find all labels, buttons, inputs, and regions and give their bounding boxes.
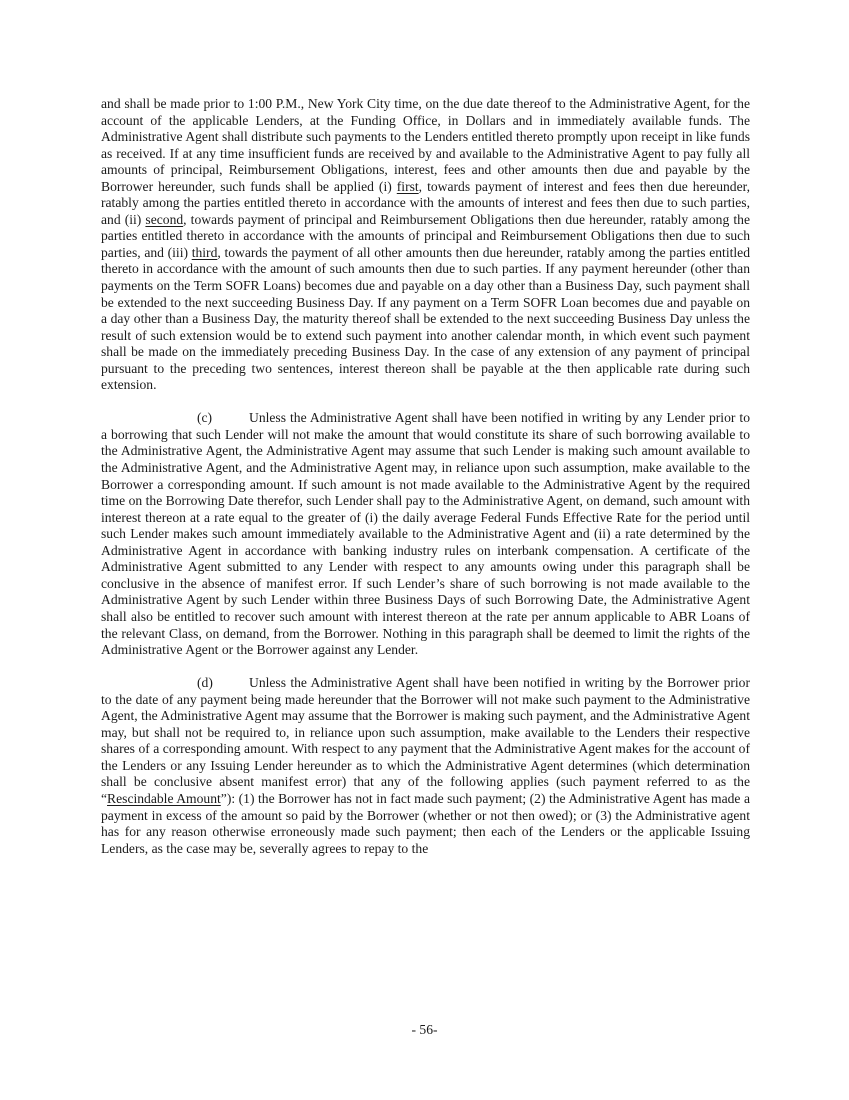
page-number: - 56- bbox=[411, 1022, 438, 1037]
paragraph-b-continuation bbox=[101, 96, 750, 394]
text-run: , towards the payment of all other amounts then due hereunder, ratably among the parties entitled thereto in accordance with the amount of such amounts then due to such parties. If any payment hereunder (other than payments on the Term SOFR Loans) becomes due and payable on a day other than a Business Day, such payment shall be extended to the next succeeding Business Day. If any payment on a Term SOFR Loan becomes due and payable on a day other than a Business Day, the maturity thereof shall be extended to the next succeeding Business Day unless the result of such extension would be to extend such payment into another calendar month, in which event such payment shall be made on the immediately preceding Business Day. In the case of any extension of any payment of principal pursuant to the preceding two sentences, interest thereon shall be payable at the then applicable rate during such extension. bbox=[101, 244, 750, 393]
paragraph-label: (d) bbox=[197, 675, 213, 691]
paragraph-label: (c) bbox=[197, 410, 213, 426]
underlined-term-rescindable-amount: Rescindable Amount bbox=[107, 790, 221, 806]
text-run: , towards payment of interest and fees then due hereunder, ratably among the parties entitled thereto in accordance with the amounts of interest and fees then due to such parties, and (ii) bbox=[101, 178, 750, 227]
text-run: , towards payment of principal and Reimbursement Obligations then due hereunder, ratably among the parties entitled thereto in accordance with the amounts of principal and Reimbursement Obligations then due to such parties, and (iii) bbox=[101, 211, 750, 260]
underlined-term-first: first bbox=[396, 178, 419, 194]
paragraph-d bbox=[101, 675, 750, 857]
text-run: Unless the Administrative Agent shall have been notified in writing by any Lender prior to a borrowing that such Lender will not make the amount that would constitute its share of such borrowing available to the Administrative Agent, the Administrative Agent may assume that such Lender is making such amount available to the Administrative Agent, and the Administrative Agent may, in reliance upon such assumption, make available to the Borrower a corresponding amount. If such amount is not made available to the Administrative Agent by the required time on the Borrowing Date therefor, such Lender shall pay to the Administrative Agent, on demand, such amount with interest thereon at a rate equal to the greater of (i) the daily average Federal Funds Effective Rate for the period until such Lender makes such amount immediately available to the Administrative Agent and (ii) a rate determined by the Administrative Agent in accordance with banking industry rules on interbank compensation. A certificate of the Administrative Agent submitted to any Lender with respect to any amounts owing under this paragraph shall be conclusive in the absence of manifest error. If such Lender’s share of such borrowing is not made available to the Administrative Agent by such Lender within three Business Days of such Borrowing Date, the Administrative Agent shall also be entitled to recover such amount with interest thereon at the rate per annum applicable to ABR Loans of the relevant Class, on demand, from the Borrower. Nothing in this paragraph shall be deemed to limit the rights of the Administrative Agent or the Borrower against any Lender. bbox=[101, 410, 750, 658]
text-run: and shall be made prior to 1:00 P.M., New York City time, on the due date thereof to the Administrative Agent, for the account of the applicable Lenders, at the Funding Office, in Dollars and in immediately available funds. The Administrative Agent shall distribute such payments to the Lenders entitled thereto promptly upon receipt in like funds as received. If at any time insufficient funds are received by and available to the Administrative Agent to pay fully all amounts of principal, Reimbursement Obligations, interest, fees and other amounts then due and payable by the Borrower hereunder, such funds shall be applied (i) bbox=[101, 96, 750, 194]
underlined-term-third: third bbox=[191, 244, 218, 260]
underlined-term-second: second bbox=[145, 211, 184, 227]
text-run: ”): (1) the Borrower has not in fact made such payment; (2) the Administrative Agent has made a payment in excess of the amount so paid by the Borrower (whether or not then owed); or (3) the Administrative agent has for any reason otherwise erroneously made such payment; then each of the Lenders or the applicable Issuing Lenders, as the case may be, severally agrees to repay to the bbox=[101, 790, 750, 856]
document-body bbox=[101, 96, 750, 874]
text-run: Unless the Administrative Agent shall have been notified in writing by the Borrower prior to the date of any payment being made hereunder that the Borrower will not make such payment to the Administrative Agent, the Administrative Agent may assume that the Borrower is making such payment, and the Administrative Agent may, but shall not be required to, in reliance upon such assumption, make available to the Lenders their respective shares of a corresponding amount. With respect to any payment that the Administrative Agent makes for the account of the Lenders or any Issuing Lender hereunder as to which the Administrative Agent determines (which determination shall be conclusive absent manifest error) that any of the following applies (such payment referred to as the “ bbox=[101, 675, 750, 806]
paragraph-c bbox=[101, 410, 750, 658]
